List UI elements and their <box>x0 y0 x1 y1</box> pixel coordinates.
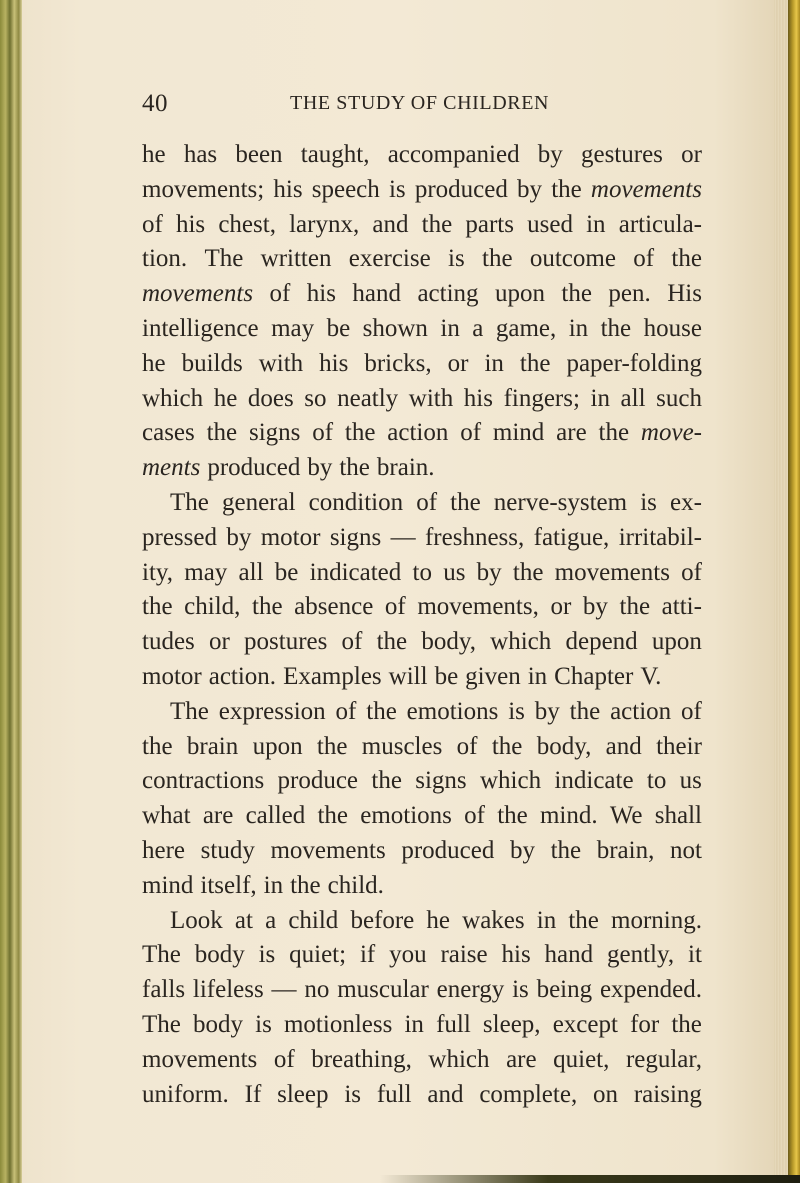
text-line: The expression of the emotions is by the action of <box>170 697 702 725</box>
text-line: movements of breathing, which are quiet, regular, <box>142 1045 702 1073</box>
text-line: what are called the emotions of the mind. We shall <box>142 802 702 830</box>
text-line: movements of his hand acting upon the pen. His <box>142 280 702 308</box>
text-line: The general condition of the nerve-system is ex- <box>170 488 702 516</box>
text-line: ity, may all be indicated to us by the movements of <box>142 558 702 586</box>
text-line: movements; his speech is produced by the movements <box>142 175 702 203</box>
text-line: contractions produce the signs which indicate to us <box>142 767 702 795</box>
text-line: The body is quiet; if you raise his hand gently, it <box>142 941 702 969</box>
text-line: tion. The written exercise is the outcome of the <box>142 245 702 273</box>
page-number: 40 <box>142 90 168 117</box>
book-cover-edge <box>788 0 800 1183</box>
body-text <box>142 138 702 1112</box>
text-line: ments produced by the brain. <box>142 454 435 482</box>
text-line: tudes or postures of the body, which depend upon <box>142 628 702 656</box>
text-line: motor action. Examples will be given in Chapter V. <box>142 662 662 690</box>
text-line: which he does so neatly with his fingers; in all such <box>142 384 702 412</box>
text-line: the child, the absence of movements, or by the atti- <box>142 593 702 621</box>
text-line: the brain upon the muscles of the body, and their <box>142 732 702 760</box>
text-line: of his chest, larynx, and the parts used in articula- <box>142 210 702 238</box>
page-block-edge <box>774 0 788 1183</box>
text-line: falls lifeless — no muscular energy is being expended. <box>142 976 702 1004</box>
bottom-shadow <box>380 1175 800 1183</box>
text-line: uniform. If sleep is full and complete, on raising <box>142 1080 702 1108</box>
text-line: The body is motionless in full sleep, except for the <box>142 1010 702 1038</box>
text-line: intelligence may be shown in a game, in the house <box>142 314 702 342</box>
text-line: he builds with his bricks, or in the paper-folding <box>142 349 702 377</box>
text-line: pressed by motor signs — freshness, fatigue, irritabil- <box>142 523 702 551</box>
running-head: THE STUDY OF CHILDREN <box>290 92 550 114</box>
book-binding-left <box>0 0 22 1183</box>
page-header <box>142 90 702 124</box>
text-line: Look at a child before he wakes in the morning. <box>170 906 702 934</box>
text-line: he has been taught, accompanied by gestures or <box>142 141 702 168</box>
text-line: here study movements produced by the brain, not <box>142 836 702 864</box>
text-line: cases the signs of the action of mind are the move- <box>142 419 702 447</box>
text-line: mind itself, in the child. <box>142 871 384 899</box>
